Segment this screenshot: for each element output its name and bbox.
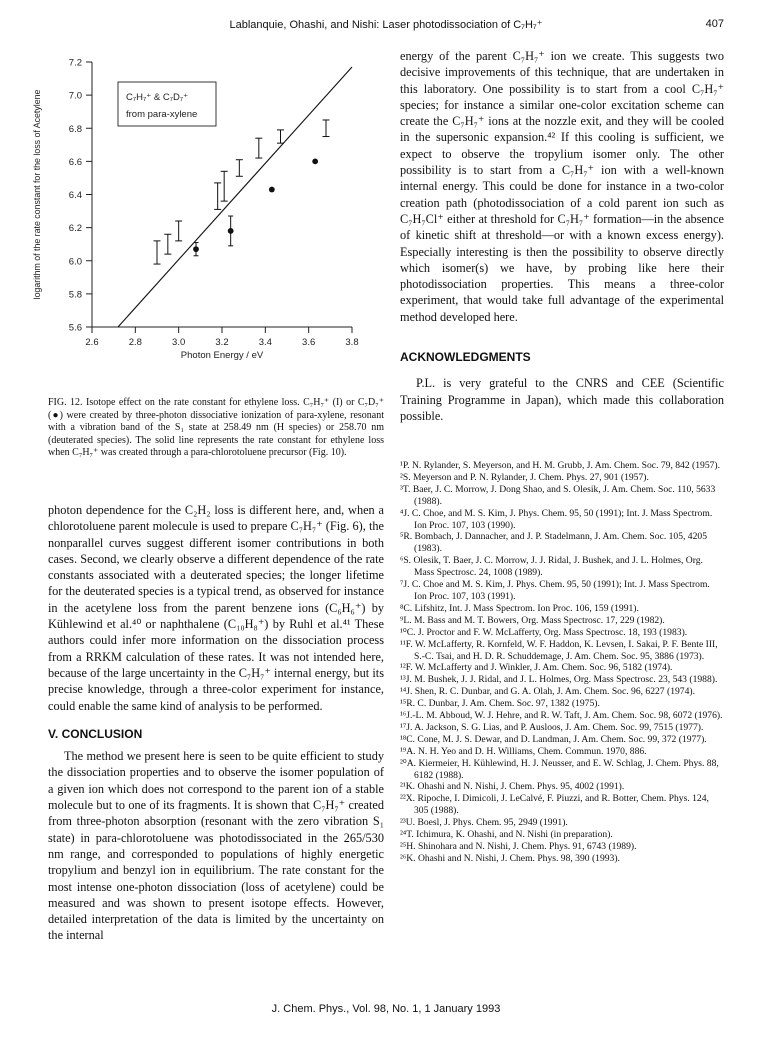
reference-item: ⁷J. C. Choe and M. S. Kim, J. Phys. Chem. 95, 50 (1991); Int. J. Mass Spectrom. Ion Proc. 107, 103 (1991). [400,579,710,602]
reference-item: ¹⁴J. Shen, R. C. Dunbar, and G. A. Olah, J. Am. Chem. Soc. 96, 6227 (1974). [400,686,695,698]
reference-item: ²³U. Boesl, J. Phys. Chem. 95, 2949 (1991). [400,817,568,829]
section-heading-conclusion: V. CONCLUSION [48,726,143,741]
left-paragraph-2: The method we present here is seen to be quite efficient to study the dissociation properties and to observe the isomer population of a given ion which does not correspond to the parent ion of a stable molecule but to one of its fragments. It is shown that C₇H₇⁺ created from three-photon absorption (resonant with the zero vibration S₁ state) in para-chlorotoluene was photodissociated in the 265/530 nm range, and corresponded to populations of highly energetic tropylium and benzyl ion in equilibrium. The rate constant for the most intense one-photon dissociation (loss of acetylene) could be measured and was shown to present isotope effects. However, detailed interpretation of the data is limited by the uncertainty on the internal [48,749,384,943]
y-tick-label: 7.2 [68,57,82,69]
legend-text: C₇H₇⁺ & C₇D₇⁺ [126,92,189,103]
reference-item: ²⁰A. Kiermeier, H. Kühlewind, H. J. Neusser, and E. W. Schlag, J. Chem. Phys. 88, 6182 (1988). [400,757,719,781]
legend-text: from para-xylene [126,109,198,120]
x-tick-label: 3.0 [172,337,186,348]
journal-footer: J. Chem. Phys., Vol. 98, No. 1, 1 January 1993 [271,1003,501,1015]
y-tick-label: 6.8 [68,123,82,135]
y-tick-label: 5.6 [68,322,82,334]
reference-item: ¹⁷J. A. Jackson, S. G. Lias, and P. Ausloos, J. Am. Chem. Soc. 99, 7515 (1977). [400,721,704,733]
left-column [48,502,384,944]
x-tick-label: 2.6 [85,337,99,348]
right-paragraph-1: energy of the parent C₇H₇⁺ ion we create. This suggests two decisive improvements of this technique, that are undertaken in this laboratory. One possibility is to start from a cool C₇H₇⁺ species; for instance a similar one-color excitation scheme can create the C₇H₇⁺ ions at the nozzle exit, and they will be cooled in the supersonic expansion.⁴² If this cooling is sufficient, we expect to observe the tropylium isomer only. The other possibility is to start from a C₇H₇⁺ ion with a well-known internal energy. This could be done for instance in a two-color creation path (photodissociation of a cold parent ion such as C₇H₇Cl⁺ either at threshold for C₇H₇⁺ formation—in the absence of kinetic shift at threshold—or with a known excess energy). Especially interesting is then the possibility to observe directly which isomer(s) we have, by probing like here their photodissociation properties. This means a three-color experiment, that would take full advantage of the experimental method developed here. [400,49,724,324]
reference-item: ⁶S. Olesik, T. Baer, J. C. Morrow, J. J. Ridal, J. Bushek, and J. L. Holmes, Org. Mass Spectrosc. 24, 1008 (1989). [400,555,703,579]
reference-item: ⁵R. Bombach, J. Dannacher, and J. P. Stadelmann, J. Am. Chem. Soc. 105, 4205 (1983). [400,531,707,555]
x-tick-label: 3.2 [215,337,229,348]
left-paragraph-1: photon dependence for the C₂H₂ loss is different here, and, when a chlorotoluene parent molecule is used to prepare C₇H₇⁺ (Fig. 6), the nonparallel curves suggest different isomer contributions in both cases. Second, we clearly observe a different dependence of the rate constants associated with a deuterated species; the longer lifetime for the deuterated species is a typical trend, as observed for instance in the acetylene loss from the parent benzene ions (C₆H₆⁺) by Kühlewind et al.⁴⁰ or naphthalene (C₁₀H₈⁺) by Ruhl et al.⁴¹ These authors could infer more information on the dissociation process from a RRKM calculation of these rates. It was not intended here, because of the large uncertainty in the C₇H₇⁺ internal energy, but its precise knowledge, through a three-color experiment for instance, could enable the same kind of analysis to be performed. [48,503,384,713]
data-point-deuterated [228,228,234,234]
reference-item: ¹¹F. W. McLafferty, R. Kornfeld, W. F. Haddon, K. Levsen, I. Sakai, P. F. Bente III, S.-C. Tsai, and H. D. R. Schuddemage, J. Am. Chem. Soc. 95, 3886 (1973). [400,638,718,662]
x-axis-label: Photon Energy / eV [180,350,264,361]
reference-item: ⁸C. Lifshitz, Int. J. Mass Spectrom. Ion Proc. 106, 159 (1991). [400,602,639,614]
data-point-deuterated [193,246,199,252]
y-tick-label: 7.0 [68,90,82,102]
x-tick-label: 3.8 [345,337,359,348]
reference-item: ²²X. Ripoche, I. Dimicoli, J. LeCalvé, F. Piuzzi, and R. Botter, Chem. Phys. 124, 305 (1988). [400,793,709,817]
page-number: 407 [705,18,724,30]
y-tick-label: 6.6 [68,156,82,168]
right-column [400,48,724,424]
reference-item: ²S. Meyerson and P. N. Rylander, J. Chem. Phys. 27, 901 (1957). [400,471,649,483]
reference-item: ¹³J. M. Bushek, J. J. Ridal, and J. L. Holmes, Org. Mass Spectrosc. 23, 543 (1988). [400,674,718,686]
reference-item: ²⁴T. Ichimura, K. Ohashi, and N. Nishi (in preparation). [400,829,613,841]
reference-item: ¹P. N. Rylander, S. Meyerson, and H. M. Grubb, J. Am. Chem. Soc. 79, 842 (1957). [400,460,721,471]
x-tick-label: 2.8 [128,337,142,348]
y-tick-label: 6.4 [68,190,82,201]
reference-item: ⁹L. M. Bass and M. T. Bowers, Org. Mass Spectrosc. 17, 229 (1982). [400,614,665,626]
running-header [0,18,772,34]
right-paragraph-2: P.L. is very grateful to the CNRS and CEE (Scientific Training Programme in Japan), which made this collaboration possible. [400,376,724,423]
x-tick-label: 3.4 [258,337,272,348]
reference-item: ²⁵H. Shinohara and N. Nishi, J. Chem. Phys. 91, 6743 (1989). [400,841,637,852]
reference-item: ¹⁹A. N. H. Yeo and D. H. Williams, Chem. Commun. 1970, 886. [400,745,647,757]
section-heading-acknowledgments: ACKNOWLEDGMENTS [400,350,531,365]
header-title: Lablanquie, Ohashi, and Nishi: Laser photodissociation of C₇H₇⁺ [229,19,543,31]
reference-item: ¹²F. W. McLafferty and J. Winkler, J. Am. Chem. Soc. 96, 5182 (1974). [400,662,673,674]
y-tick-label: 6.2 [68,223,82,235]
reference-item: ¹⁶J.-L. M. Abboud, W. J. Hehre, and R. W. Taft, J. Am. Chem. Soc. 98, 6072 (1976). [400,710,723,722]
y-tick-label: 5.8 [68,289,82,301]
reference-item: ²⁶K. Ohashi and N. Nishi, J. Chem. Phys. 98, 390 (1993). [400,852,620,864]
reference-item: ¹⁸C. Cone, M. J. S. Dewar, and D. Landman, J. Am. Chem. Soc. 99, 372 (1977). [400,733,707,745]
reference-item: ⁴J. C. Choe, and M. S. Kim, J. Phys. Chem. 95, 50 (1991); Int. J. Mass Spectrom. Ion Proc. 107, 103 (1990). [400,507,713,531]
x-tick-label: 3.6 [302,337,316,348]
reference-item: ¹⁰C. J. Proctor and F. W. McLafferty, Org. Mass Spectrosc. 18, 193 (1983). [400,626,688,638]
y-axis-label: logarithm of the rate constant for the loss of Acetylene [32,89,42,300]
data-point-deuterated [312,158,318,164]
figure-caption: FIG. 12. Isotope effect on the rate constant for ethylene loss. C₇H₇⁺ (I) or C₇D₇⁺ (●) were created by three-photon dissociative ionization of para-xylene, resonant with a vibration band of the S₁ state at 258.49 nm (H species) or 258.70 nm (deuterated species). The solid line represents the rate constant for ethylene loss when C₇H₇⁺ was created through a para-chlorotoluene precursor (Fig. 10). [48,397,384,459]
y-tick-label: 6.0 [68,256,82,268]
reference-item: ³T. Baer, J. C. Morrow, J. Dong Shao, and S. Olesik, J. Am. Chem. Soc. 110, 5633 (1988). [400,483,716,507]
figure-12-chart [28,48,400,366]
reference-item: ¹⁵R. C. Dunbar, J. Am. Chem. Soc. 97, 1382 (1975). [400,698,600,710]
chart-plot [32,58,359,362]
data-point-deuterated [269,187,275,193]
reference-item: ²¹K. Ohashi and N. Nishi, J. Chem. Phys. 95, 4002 (1991). [400,781,625,793]
reference-list [400,460,724,865]
